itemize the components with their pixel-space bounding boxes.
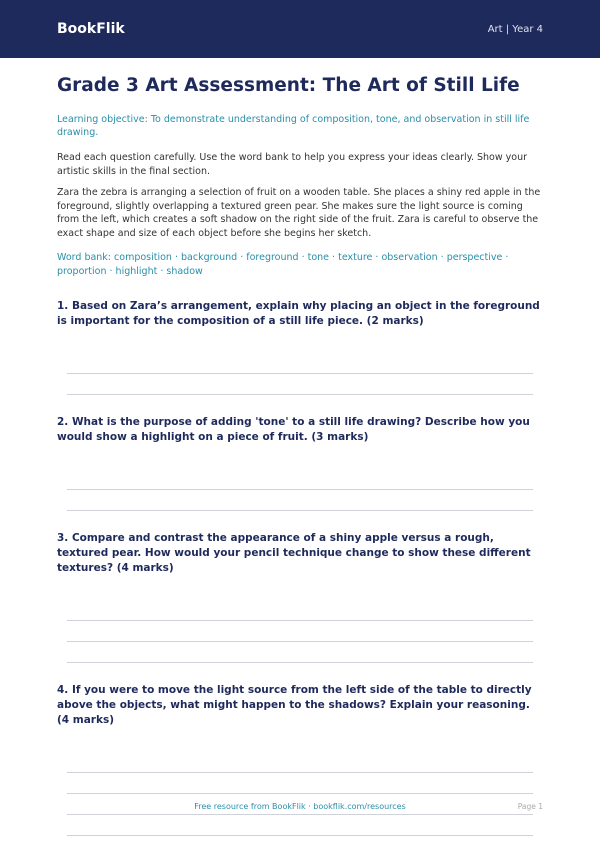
answer-line[interactable] bbox=[67, 773, 533, 794]
instructions-text: Read each question carefully. Use the word bank to help you express your ideas clearly. Show your artistic skills in the final section. bbox=[57, 152, 528, 177]
answer-line[interactable] bbox=[67, 600, 533, 621]
story-text: Zara the zebra is arranging a selection of fruit on a wooden table. She places a shiny red apple in the foreground, slightly overlapping a textured green pear. She makes sure the light source is coming from the left, which creates a soft shadow on the right side of the fruit. Zara is careful to observe the exact shape and size of each object before she begins her sketch. bbox=[57, 187, 541, 239]
question-text: 1. Based on Zara’s arrangement, explain why placing an object in the foreground is important for the composition of a still life piece. (2 marks) bbox=[57, 300, 540, 327]
question-block bbox=[57, 299, 543, 395]
question-block bbox=[57, 531, 543, 663]
page-header bbox=[0, 0, 600, 58]
question-block bbox=[57, 415, 543, 511]
answer-line[interactable] bbox=[67, 490, 533, 511]
answer-line[interactable] bbox=[67, 353, 533, 374]
word-bank: Word bank: composition · background · foreground · tone · texture · observation · perspective · proportion · highlight · shadow bbox=[57, 252, 509, 277]
answer-line[interactable] bbox=[67, 815, 533, 836]
question-text: 2. What is the purpose of adding 'tone' to a still life drawing? Describe how you would show a highlight on a piece of fruit. (3 marks) bbox=[57, 416, 530, 443]
subject-year-label: Art | Year 4 bbox=[487, 23, 543, 35]
brand-logo[interactable]: BookFlik bbox=[57, 21, 125, 37]
answer-line[interactable] bbox=[67, 621, 533, 642]
answer-line[interactable] bbox=[67, 752, 533, 773]
answer-area[interactable] bbox=[67, 353, 533, 395]
answer-line[interactable] bbox=[67, 374, 533, 395]
question-text: 3. Compare and contrast the appearance of a shiny apple versus a rough, textured pear. How would your pencil technique change to show these different textures? (4 marks) bbox=[57, 532, 531, 574]
answer-area[interactable] bbox=[67, 600, 533, 663]
page-number: Page 1 bbox=[517, 802, 543, 811]
answer-line[interactable] bbox=[67, 642, 533, 663]
page-title: Grade 3 Art Assessment: The Art of Still Life bbox=[57, 75, 520, 96]
question-text: 4. If you were to move the light source from the left side of the table to directly above the objects, what might happen to the shadows? Explain your reasoning. (4 marks) bbox=[57, 684, 532, 726]
worksheet-body bbox=[0, 66, 600, 836]
answer-area[interactable] bbox=[67, 469, 533, 511]
footer-credit-link[interactable]: Free resource from BookFlik · bookflik.com/resources bbox=[194, 802, 406, 811]
page-footer bbox=[0, 802, 600, 816]
learning-objective: Learning objective: To demonstrate understanding of composition, tone, and observation in still life drawing. bbox=[57, 114, 530, 138]
answer-line[interactable] bbox=[67, 469, 533, 490]
questions-list bbox=[57, 299, 543, 836]
answer-area[interactable] bbox=[67, 752, 533, 836]
